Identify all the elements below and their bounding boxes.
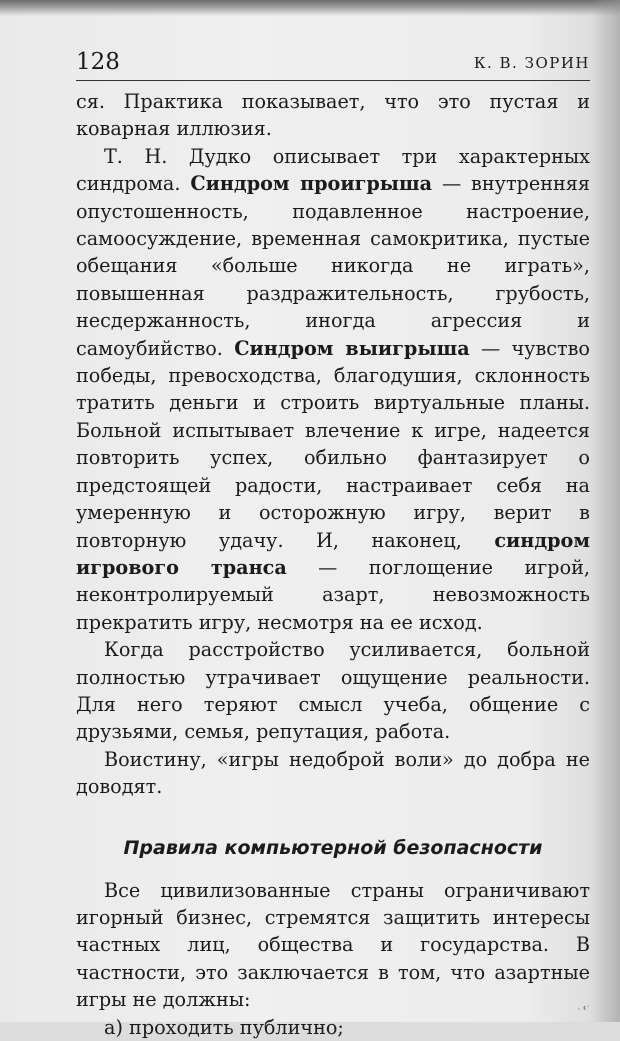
page-header bbox=[76, 48, 590, 82]
text-run: а) проходить публично; bbox=[104, 1015, 344, 1039]
text-block-top bbox=[76, 88, 590, 801]
text-run: — внутренняя опустошенность, подавленное настроение, самоосуждение, временная самокритика, пустые обещания «больше никогда не играть», повышенная раздражительность, грубость, несдержанность, иногда агрессия и самоубийство. bbox=[76, 172, 590, 360]
page-body bbox=[76, 88, 590, 1041]
text-run: Т. Н. Дудко описывает три характерных синдрома. bbox=[76, 144, 590, 196]
text-run: — чувство победы, превосходства, благодушия, склонность тратить деньги и строить виртуальные планы. Больной испытывает влечение к игре, надеется повторить успех, обильно фантазирует о предстоящей радости, настраивает себя на умеренную и осторожную игру, верит в повторную удачу. И, наконец, bbox=[76, 336, 590, 552]
header-rule bbox=[76, 80, 590, 81]
page-number: 128 bbox=[76, 49, 120, 75]
bold-term: синдром игрового транса bbox=[76, 528, 590, 579]
text-run: ся. Практика показывает, что это пустая и коварная иллюзия. bbox=[76, 90, 590, 141]
paragraph-p4 bbox=[76, 746, 590, 801]
text-block-bottom bbox=[76, 877, 590, 1041]
bold-term: Синдром выигрыша bbox=[234, 336, 470, 360]
paragraph-p2 bbox=[76, 143, 590, 636]
paragraph-p5 bbox=[76, 877, 590, 1014]
scan-top-shadow bbox=[0, 0, 620, 16]
bold-term: Синдром проигрыша bbox=[190, 172, 433, 196]
running-head-author: К. В. ЗОРИН bbox=[473, 54, 590, 72]
paragraph-p3 bbox=[76, 636, 590, 746]
paragraph-p1 bbox=[76, 88, 590, 143]
scan-spine-shadow bbox=[590, 0, 620, 1022]
text-run: — поглощение игрой, неконтролируемый азарт, невозможность прекратить игру, несмотря на ее исход. bbox=[76, 555, 591, 634]
text-run: Когда расстройство усиливается, больной полностью утрачивает ощущение реальности. Для него теряют смысл учеба, общение с друзьями, семья, репутация, работа. bbox=[76, 638, 590, 744]
text-run: Все цивилизованные страны ограничивают игорный бизнес, стремятся защитить интересы частных лиц, общества и государства. В частности, это заключается в том, что азартные игры не должны: bbox=[76, 878, 590, 1012]
paragraph-p6 bbox=[76, 1014, 590, 1041]
text-run: Воистину, «игры недоброй воли» до добра не доводят. bbox=[76, 747, 590, 799]
scan-corner-marks: · ⁴˙ bbox=[577, 1005, 590, 1014]
section-heading: Правила компьютерной безопасности bbox=[123, 836, 543, 859]
